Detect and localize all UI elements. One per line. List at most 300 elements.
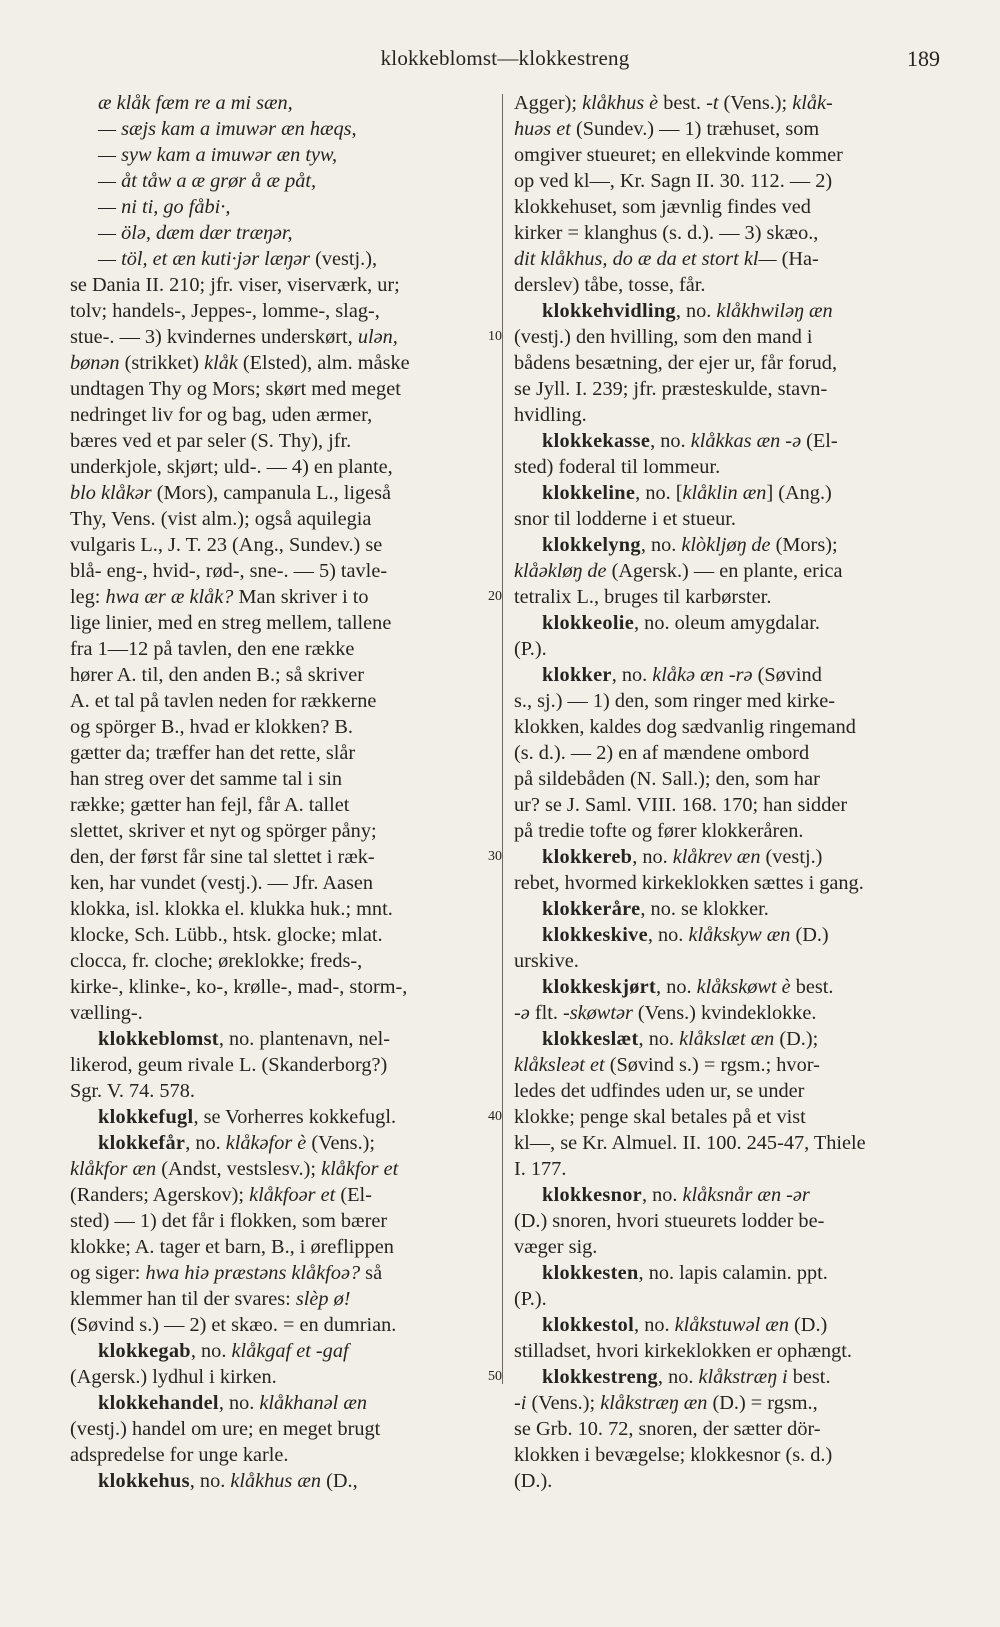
text-segment: (vestj.), [310, 248, 378, 270]
headword: klokkehus [98, 1470, 190, 1492]
text-line [514, 272, 946, 298]
text-line [514, 818, 946, 844]
text-line [70, 1416, 488, 1442]
line-number: 30 [488, 849, 502, 864]
text-line [70, 506, 488, 532]
headword: klokkeline [542, 482, 636, 504]
text-line [514, 766, 946, 792]
text-line [514, 116, 946, 142]
text-segment: (Sundev.) — 1) træhuset, som [570, 118, 820, 140]
headword: klokkehvidling [542, 300, 676, 322]
text-segment: best. [790, 976, 834, 998]
text-segment: (Elsted), alm. måske [237, 352, 410, 374]
text-segment: kirker = klanghus (s. d.). — 3) skæo., [514, 222, 819, 244]
text-segment: , no. [ [635, 482, 683, 504]
text-segment: klokkehuset, som jævnlig findes ved [514, 196, 811, 218]
text-line [514, 740, 946, 766]
page-header [70, 46, 940, 76]
text-segment: nedringet liv for og bag, uden ærmer, [70, 404, 373, 426]
headword: klokkegab [98, 1340, 191, 1362]
headword: klokkeskjørt [542, 976, 657, 998]
text-line [514, 1468, 946, 1494]
text-segment: ] (Ang.) [766, 482, 832, 504]
text-segment: væger sig. [514, 1236, 598, 1258]
dialect-form: klåkslæt æn [679, 1028, 775, 1050]
text-segment: vulgaris L., J. T. 23 (Ang., Sundev.) se [70, 534, 383, 556]
running-title: klokkeblomst—klokkestreng [380, 46, 630, 70]
dialect-form: klåkrev æn [672, 846, 761, 868]
text-segment: , no. [650, 430, 691, 452]
text-line [514, 1234, 946, 1260]
text-line [70, 818, 488, 844]
text-segment: blå- eng-, hvid-, rød-, sne-. — 5) tavle- [70, 560, 388, 582]
text-line [514, 1312, 946, 1338]
text-segment: bådens besætning, der ejer ur, får forud, [514, 352, 838, 374]
text-segment: sted) — 1) det får i flokken, som bærer [70, 1210, 388, 1232]
text-segment: , no. [190, 1340, 232, 1362]
dialect-form: klåkstræŋ i [698, 1366, 788, 1388]
text-line [70, 1156, 488, 1182]
text-segment: klocke, Sch. Lübb., htsk. glocke; mlat. [70, 924, 383, 946]
text-line [70, 90, 488, 116]
text-segment: , no. [641, 1184, 683, 1206]
text-line [514, 922, 946, 948]
headword: klokker [542, 664, 612, 686]
text-line [514, 1260, 946, 1286]
text-segment: (El- [801, 430, 838, 452]
dialect-form: hwa ær æ klåk? [105, 586, 234, 608]
dialect-form: klåkhwiləŋ æn [716, 300, 833, 322]
text-segment: Man skriver i to [233, 586, 369, 608]
text-line [514, 1182, 946, 1208]
text-segment: rebet, hvormed kirkeklokken sættes i gang. [514, 872, 864, 894]
text-line [70, 1130, 488, 1156]
text-segment: hører A. til, den anden B.; så skriver [70, 664, 365, 686]
text-line [70, 662, 488, 688]
text-segment: (vestj.) handel om ure; en meget brugt [70, 1418, 381, 1440]
dialect-form: klåk- [792, 92, 833, 114]
headword: klokkesten [542, 1262, 639, 1284]
dialect-form: æ klåk fæm re a mi sæn, [98, 92, 293, 114]
text-segment: tolv; handels-, Jeppes-, lomme-, slag-, [70, 300, 380, 322]
text-line [514, 662, 946, 688]
text-segment: slettet, skriver et nyt og spörger påny; [70, 820, 377, 842]
text-line [70, 948, 488, 974]
text-line [514, 558, 946, 584]
text-line [70, 1390, 488, 1416]
text-segment: adspredelse for unge karle. [70, 1444, 289, 1466]
dialect-form: klåkhus è [582, 92, 659, 114]
text-line [70, 610, 488, 636]
text-segment: vælling-. [70, 1002, 143, 1024]
headword: klokkesnor [542, 1184, 642, 1206]
text-line [70, 870, 488, 896]
text-segment: lige linier, med en streg mellem, tallene [70, 612, 392, 634]
text-segment: (Vens.); [526, 1392, 601, 1414]
text-segment: (Mors), campanula L., ligeså [151, 482, 392, 504]
text-segment: (Agersk.) — en plante, erica [606, 560, 843, 582]
text-line [70, 246, 488, 272]
text-line [514, 714, 946, 740]
dialect-form: klåkgaf et -gaf [231, 1340, 349, 1362]
text-line [70, 402, 488, 428]
headword: klokkeblomst [98, 1028, 219, 1050]
text-line [70, 688, 488, 714]
text-line [70, 272, 488, 298]
line-number: 20 [488, 589, 502, 604]
text-segment: stue-. — 3) kvindernes underskørt, [70, 326, 358, 348]
text-segment: I. 177. [514, 1158, 567, 1180]
text-line [514, 454, 946, 480]
text-segment: , no. [634, 1314, 675, 1336]
dialect-form: klåkhanəl æn [259, 1392, 367, 1414]
text-line [514, 142, 946, 168]
text-segment: , no. lapis calamin. ppt. [638, 1262, 828, 1284]
text-line [70, 1026, 488, 1052]
text-segment: (D.) snoren, hvori stueurets lodder be- [514, 1210, 825, 1232]
text-line [514, 1130, 946, 1156]
headword: klokkereb [542, 846, 633, 868]
text-segment: omgiver stueuret; en ellekvinde kommer [514, 144, 843, 166]
text-line [70, 792, 488, 818]
text-segment: , no. [185, 1132, 226, 1154]
dialect-form: -ə [514, 1002, 530, 1024]
text-segment: , no. [656, 976, 697, 998]
text-segment: , no. [611, 664, 653, 686]
dialect-form: klåkkas æn -ə [690, 430, 802, 452]
text-segment: på tredie tofte og fører klokkeråren. [514, 820, 804, 842]
text-line [514, 844, 946, 870]
dialect-form: klåkskyw æn [688, 924, 791, 946]
text-line [70, 1468, 488, 1494]
headword: klokkeolie [542, 612, 635, 634]
dialect-form: klåkə æn -rə [652, 664, 753, 686]
text-line [514, 350, 946, 376]
dialect-form: -skøwtər [563, 1002, 633, 1024]
dialect-form: klåkstuwəl æn [674, 1314, 789, 1336]
text-line [70, 896, 488, 922]
dialect-form: bønən [70, 352, 120, 374]
text-segment: se Jyll. I. 239; jfr. præsteskulde, stavn- [514, 378, 828, 400]
dialect-form: slèp ø! [295, 1288, 351, 1310]
headword: klokkestol [542, 1314, 635, 1336]
text-line [514, 1338, 946, 1364]
text-segment: (vestj.) [760, 846, 823, 868]
dialect-form: hwa hiə præstəns klåkfoə? [145, 1262, 361, 1284]
text-segment: (vestj.) den hvilling, som den mand i [514, 326, 813, 348]
dialect-form: klòkljøŋ de [681, 534, 771, 556]
dialect-form: — ölə, dæm dær træŋər, [98, 222, 293, 244]
text-segment: (Ha- [776, 248, 819, 270]
column-divider [502, 94, 503, 1384]
text-segment: op ved kl—, Kr. Sagn II. 30. 112. — 2) [514, 170, 833, 192]
text-segment: (Mors); [770, 534, 838, 556]
dialect-form: klåklin æn [682, 482, 767, 504]
text-segment: kl—, se Kr. Almuel. II. 100. 245-47, Thiele [514, 1132, 866, 1154]
text-line [70, 1364, 488, 1390]
text-segment: klokka, isl. klokka el. klukka huk.; mnt. [70, 898, 393, 920]
text-line [70, 1286, 488, 1312]
text-line [70, 1234, 488, 1260]
text-segment: likerod, geum rivale L. (Skanderborg?) [70, 1054, 388, 1076]
headword: klokkestreng [542, 1366, 658, 1388]
text-line [70, 324, 488, 350]
text-segment: ur? se J. Saml. VIII. 168. 170; han sidder [514, 794, 848, 816]
text-line [514, 1442, 946, 1468]
text-line [70, 714, 488, 740]
text-segment: klokken i bevægelse; klokkesnor (s. d.) [514, 1444, 833, 1466]
dialect-form: klåkskøwt è [696, 976, 791, 998]
text-line [514, 220, 946, 246]
headword: klokkeskive [542, 924, 648, 946]
text-line [514, 1208, 946, 1234]
text-segment: ken, har vundet (vestj.). — Jfr. Aasen [70, 872, 374, 894]
text-segment: række; gætter han fejl, får A. tallet [70, 794, 350, 816]
text-line [70, 168, 488, 194]
dialect-form: — åt tåw a æ grør å æ påt, [98, 170, 317, 192]
text-segment: tetralix L., bruges til karbørster. [514, 586, 772, 608]
text-segment: (El- [335, 1184, 372, 1206]
text-line [514, 1156, 946, 1182]
dialect-form: -i [514, 1392, 527, 1414]
text-line [514, 1286, 946, 1312]
page-number: 189 [907, 46, 940, 71]
dialect-form: — sæjs kam a imuwər æn hæqs, [98, 118, 357, 140]
dialect-form: dit klåkhus, do æ da et stort kl— [514, 248, 777, 270]
text-line [514, 168, 946, 194]
text-segment: A. et tal på tavlen neden for rækkerne [70, 690, 377, 712]
text-line [70, 220, 488, 246]
dialect-form: -t [706, 92, 719, 114]
text-line [514, 376, 946, 402]
text-segment: (strikket) [119, 352, 205, 374]
text-line [70, 194, 488, 220]
text-segment: best. [787, 1366, 831, 1388]
text-segment: , no. [675, 300, 717, 322]
text-segment: på sildebåden (N. Sall.); den, som har [514, 768, 820, 790]
text-segment: (P.). [514, 1288, 547, 1310]
text-segment: (D., [321, 1470, 358, 1492]
headword: klokkeråre [542, 898, 641, 920]
headword: klokkekasse [542, 430, 651, 452]
text-segment: bæres ved et par seler (S. Thy), jfr. [70, 430, 352, 452]
text-line [70, 350, 488, 376]
dialect-form: klåksnår æn -ər [682, 1184, 810, 1206]
text-line [514, 1000, 946, 1026]
text-line [514, 246, 946, 272]
text-segment: og siger: [70, 1262, 146, 1284]
text-segment: (Vens.) kvindeklokke. [632, 1002, 817, 1024]
headword: klokkefår [98, 1132, 186, 1154]
text-line [70, 428, 488, 454]
text-line [514, 584, 946, 610]
text-segment: (s. d.). — 2) en af mændene ombord [514, 742, 810, 764]
dialect-form: — ni ti, go fåbi·, [98, 196, 231, 218]
text-segment: klokken, kaldes dog sædvanlig ringemand [514, 716, 856, 738]
text-line [70, 558, 488, 584]
text-line [70, 1338, 488, 1364]
text-line [70, 142, 488, 168]
text-line [70, 844, 488, 870]
text-segment: , no. plantenavn, nel- [218, 1028, 391, 1050]
text-segment: (D.); [774, 1028, 819, 1050]
headword: klokkehandel [98, 1392, 219, 1414]
text-segment: , no. [638, 1028, 680, 1050]
text-segment: snor til lodderne i et stueur. [514, 508, 736, 530]
left-column [70, 90, 488, 1494]
text-line [514, 974, 946, 1000]
text-segment: klokke; penge skal betales på et vist [514, 1106, 806, 1128]
dialect-form: ulən, [357, 326, 398, 348]
text-segment: urskive. [514, 950, 579, 972]
text-segment: ledes det udfindes uden ur, se under [514, 1080, 805, 1102]
text-line [514, 896, 946, 922]
text-segment: , no. [640, 534, 682, 556]
dialect-form: klåkhus æn [230, 1470, 322, 1492]
text-line [70, 740, 488, 766]
text-segment: s., sj.) — 1) den, som ringer med kirke- [514, 690, 836, 712]
text-segment: (D.). [514, 1470, 553, 1492]
text-segment: Thy, Vens. (vist alm.); også aquilegia [70, 508, 372, 530]
text-segment: (D.) [788, 1314, 828, 1336]
text-segment: (Randers; Agerskov); [70, 1184, 250, 1206]
dialect-form: klåkfor et [321, 1158, 399, 1180]
text-line [70, 1052, 488, 1078]
text-segment: hvidling. [514, 404, 587, 426]
text-line [514, 610, 946, 636]
line-number: 40 [488, 1109, 502, 1124]
text-line [70, 532, 488, 558]
dialect-form: klåəkløŋ de [514, 560, 607, 582]
dialect-form: klåkstræŋ æn [600, 1392, 708, 1414]
text-segment: så [360, 1262, 383, 1284]
text-segment: undtagen Thy og Mors; skørt med meget [70, 378, 401, 400]
text-segment: sted) foderal til lommeur. [514, 456, 721, 478]
text-segment: fra 1—12 på tavlen, den ene række [70, 638, 355, 660]
dialect-form: blo klåkər [70, 482, 152, 504]
text-segment: , no. oleum amygdalar. [634, 612, 820, 634]
text-line [514, 792, 946, 818]
right-column [514, 90, 946, 1494]
text-line [70, 116, 488, 142]
dialect-form: — syw kam a imuwər æn tyw, [98, 144, 338, 166]
headword: klokkeslæt [542, 1028, 639, 1050]
text-line [70, 974, 488, 1000]
text-segment: , no. se klokker. [640, 898, 769, 920]
text-line [70, 298, 488, 324]
text-line [514, 688, 946, 714]
text-segment: flt. [529, 1002, 563, 1024]
text-line [70, 1078, 488, 1104]
text-segment: se Dania II. 210; jfr. viser, viserværk, ur; [70, 274, 400, 296]
text-segment: leg: [70, 586, 106, 608]
text-segment: , no. [657, 1366, 699, 1388]
text-line [514, 948, 946, 974]
headword: klokkefugl [98, 1106, 194, 1128]
text-line [514, 532, 946, 558]
text-line [514, 194, 946, 220]
text-segment: best. [658, 92, 707, 114]
text-line [70, 1208, 488, 1234]
text-line [514, 870, 946, 896]
text-line [70, 1104, 488, 1130]
dialect-form: klåkfor æn [70, 1158, 157, 1180]
text-line [70, 1260, 488, 1286]
text-segment: (Søvind [752, 664, 822, 686]
dialect-form: — töl, et æn kuti·jər læŋər [98, 248, 311, 270]
text-segment: og spörger B., hvad er klokken? B. [70, 716, 353, 738]
text-line [70, 1312, 488, 1338]
text-line [514, 1078, 946, 1104]
text-line [514, 1416, 946, 1442]
text-segment: klemmer han til der svares: [70, 1288, 296, 1310]
text-segment: , no. [218, 1392, 260, 1414]
text-line [70, 1442, 488, 1468]
text-line [514, 324, 946, 350]
text-line [70, 376, 488, 402]
text-line [70, 636, 488, 662]
dialect-form: klåkfoər et [249, 1184, 336, 1206]
text-line [514, 90, 946, 116]
text-segment: Agger); [514, 92, 583, 114]
text-line [514, 506, 946, 532]
text-segment: (D.) [790, 924, 829, 946]
text-line [70, 480, 488, 506]
text-segment: (Søvind s.) = rgsm.; hvor- [604, 1054, 820, 1076]
text-line [514, 636, 946, 662]
text-line [70, 766, 488, 792]
text-segment: , no. [632, 846, 673, 868]
text-segment: kirke-, klinke-, ko-, krølle-, mad-, storm-, [70, 976, 408, 998]
text-line [70, 584, 488, 610]
text-segment: clocca, fr. cloche; øreklokke; freds-, [70, 950, 363, 972]
text-segment: , se Vorherres kokkefugl. [193, 1106, 397, 1128]
text-line [70, 454, 488, 480]
text-segment: klokke; A. tager et barn, B., i øreflippen [70, 1236, 394, 1258]
text-segment: (Andst, vestslesv.); [156, 1158, 322, 1180]
text-segment: den, der først får sine tal slettet i ræk- [70, 846, 375, 868]
text-segment: (Agersk.) lydhul i kirken. [70, 1366, 277, 1388]
headword: klokkelyng [542, 534, 641, 556]
text-segment: underkjole, skjørt; uld-. — 4) en plante, [70, 456, 393, 478]
text-segment: gætter da; træffer han det rette, slår [70, 742, 356, 764]
text-line [70, 922, 488, 948]
text-line [514, 1026, 946, 1052]
text-line [514, 428, 946, 454]
text-segment: (Søvind s.) — 2) et skæo. = en dumrian. [70, 1314, 397, 1336]
line-number: 10 [488, 329, 502, 344]
text-segment: derslev) tåbe, tosse, får. [514, 274, 706, 296]
dialect-form: klåksleət et [514, 1054, 605, 1076]
text-line [70, 1182, 488, 1208]
text-segment: han streg over det samme tal i sin [70, 768, 343, 790]
text-line [514, 402, 946, 428]
text-segment: Sgr. V. 74. 578. [70, 1080, 195, 1102]
text-line [514, 480, 946, 506]
text-line [514, 298, 946, 324]
text-line [70, 1000, 488, 1026]
text-segment: (Vens.); [306, 1132, 376, 1154]
text-line [514, 1364, 946, 1390]
text-line [514, 1052, 946, 1078]
text-segment: (D.) = rgsm., [707, 1392, 818, 1414]
text-segment: (P.). [514, 638, 547, 660]
dialect-form: klåkəfor è [225, 1132, 307, 1154]
line-number: 50 [488, 1369, 502, 1384]
dialect-form: huəs et [514, 118, 571, 140]
dialect-form: klåk [204, 352, 238, 374]
text-segment: (Vens.); [718, 92, 793, 114]
